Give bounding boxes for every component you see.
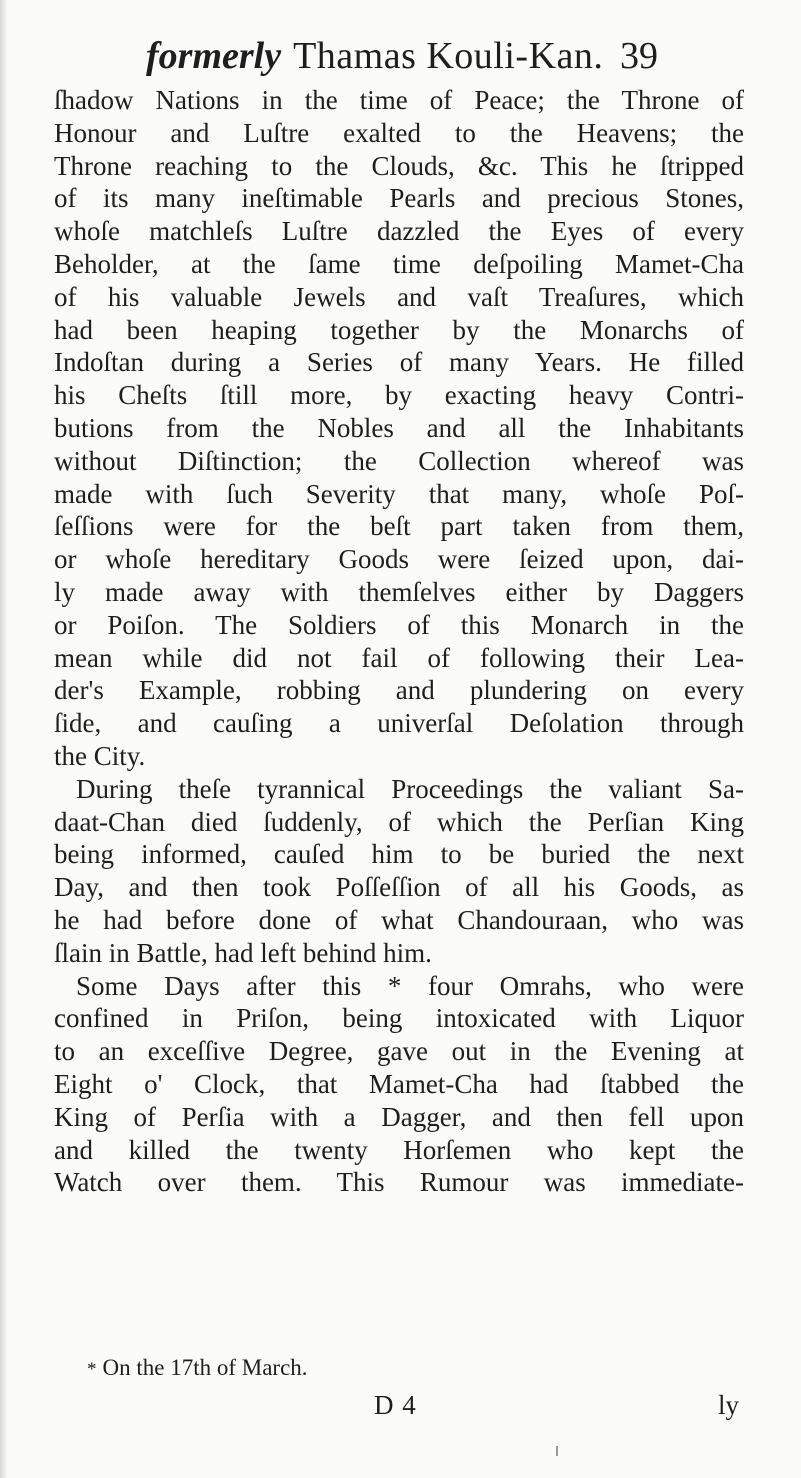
text-line: of his valuable Jewels and vaſt Treaſures, which (54, 281, 744, 312)
text-line: being informed, cauſed him to be buried the next (54, 839, 744, 870)
text-line: ſide, and cauſing a univerſal Deſolation through (54, 708, 744, 739)
text-line: Some Days after this * four Omrahs, who were (76, 970, 744, 1001)
page-gutter-shadow (0, 0, 8, 1478)
running-title-name: Thamas Kouli-Kan. (293, 35, 604, 77)
text-line: During theſe tyrannical Proceedings the valiant Sa- (76, 773, 744, 804)
text-line: he had before done of what Chandouraan, who was (54, 904, 744, 935)
text-line: and killed the twenty Horſemen who kept the (54, 1134, 744, 1165)
body-text (54, 84, 744, 1199)
text-line: confined in Priſon, being intoxicated with Liquor (54, 1003, 744, 1034)
text-line: of its many ineſtimable Pearls and precious Stones, (54, 183, 744, 214)
text-line: King of Perſia with a Dagger, and then fell upon (54, 1101, 744, 1132)
text-line: Watch over them. This Rumour was immediate- (54, 1167, 744, 1198)
paper-speck (556, 1446, 558, 1456)
text-line: butions from the Nobles and all the Inhabitants (54, 412, 744, 443)
signature-mark: D 4 (374, 1390, 417, 1420)
text-line: Throne reaching to the Clouds, &c. This he ſtripped (54, 150, 744, 181)
text-line: ſhadow Nations in the time of Peace; the Throne of (54, 85, 744, 115)
footnote-mark: * (87, 1359, 97, 1380)
text-line: his Cheſts ſtill more, by exacting heavy Contri- (54, 380, 744, 411)
text-line: der's Example, robbing and plundering on every (54, 675, 744, 706)
catchword: ly (718, 1390, 740, 1420)
running-title-italic: formerly (146, 35, 282, 77)
text-line: daat-Chan died ſuddenly, of which the Perſian King (54, 806, 744, 837)
text-line: Honour and Luſtre exalted to the Heavens; the (54, 117, 744, 148)
text-line: Indoſtan during a Series of many Years. He filled (54, 347, 744, 378)
text-line: Beholder, at the ſame time deſpoiling Mamet-Cha (54, 248, 744, 279)
text-line: mean while did not fail of following their Lea- (54, 642, 744, 673)
text-line: without Diſtinction; the Collection whereof was (54, 445, 744, 476)
text-line: had been heaping together by the Monarchs of (54, 314, 744, 345)
text-line: ly made away with themſelves either by Daggers (54, 576, 744, 607)
text-line: whoſe matchleſs Luſtre dazzled the Eyes of every (54, 216, 744, 247)
text-line: ſlain in Battle, had left behind him. (54, 937, 432, 968)
text-line: ſeſſions were for the beſt part taken from them, (54, 511, 744, 542)
text-line: or Poiſon. The Soldiers of this Monarch in the (54, 609, 744, 640)
text-line: made with ſuch Severity that many, whoſe Poſ- (54, 478, 744, 509)
text-line: Eight o' Clock, that Mamet-Cha had ſtabbed the (54, 1068, 744, 1099)
footnote-text: On the 17th of March. (102, 1355, 308, 1380)
page-number: 39 (620, 35, 658, 77)
text-line: Day, and then took Poſſeſſion of all his Goods, as (54, 872, 744, 903)
text-line: the City. (54, 740, 146, 771)
text-line: to an exceſſive Degree, gave out in the Evening at (54, 1036, 744, 1067)
footnote (87, 1353, 308, 1385)
running-header (146, 30, 656, 82)
text-line: or whoſe hereditary Goods were ſeized upon, dai- (54, 544, 744, 575)
